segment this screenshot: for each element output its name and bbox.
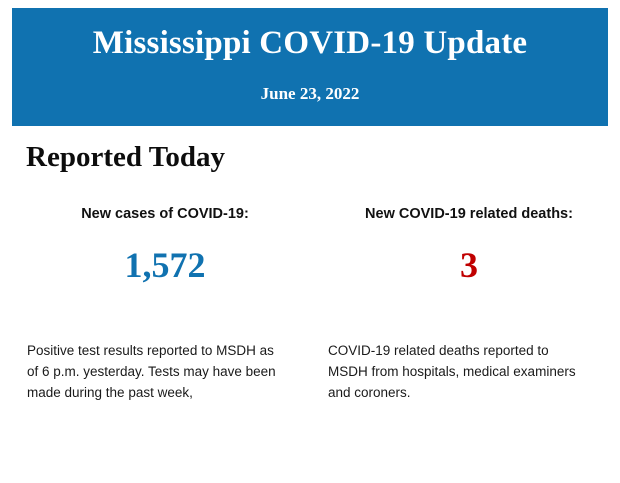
page-title: Mississippi COVID-19 Update [92,25,528,61]
notes-row [12,340,608,403]
stat-label-new-deaths: New COVID-19 related deaths: [365,206,573,222]
stat-new-deaths [310,205,608,285]
report-date: June 23, 2022 [260,84,360,103]
note-new-cases: Positive test results reported to MSDH as of 6 p.m. yesterday. Tests may have been made during the past week, [27,343,276,400]
section-heading-reported-today: Reported Today [26,141,226,173]
stats-row [12,205,608,285]
note-new-deaths: COVID-19 related deaths reported to MSDH from hospitals, medical examiners and coroners. [328,343,576,400]
header-band [12,8,608,126]
stat-value-new-deaths: 3 [460,245,478,285]
stat-value-new-cases: 1,572 [124,245,206,285]
stat-label-new-cases: New cases of COVID-19: [81,206,249,222]
stat-new-cases [12,205,310,285]
